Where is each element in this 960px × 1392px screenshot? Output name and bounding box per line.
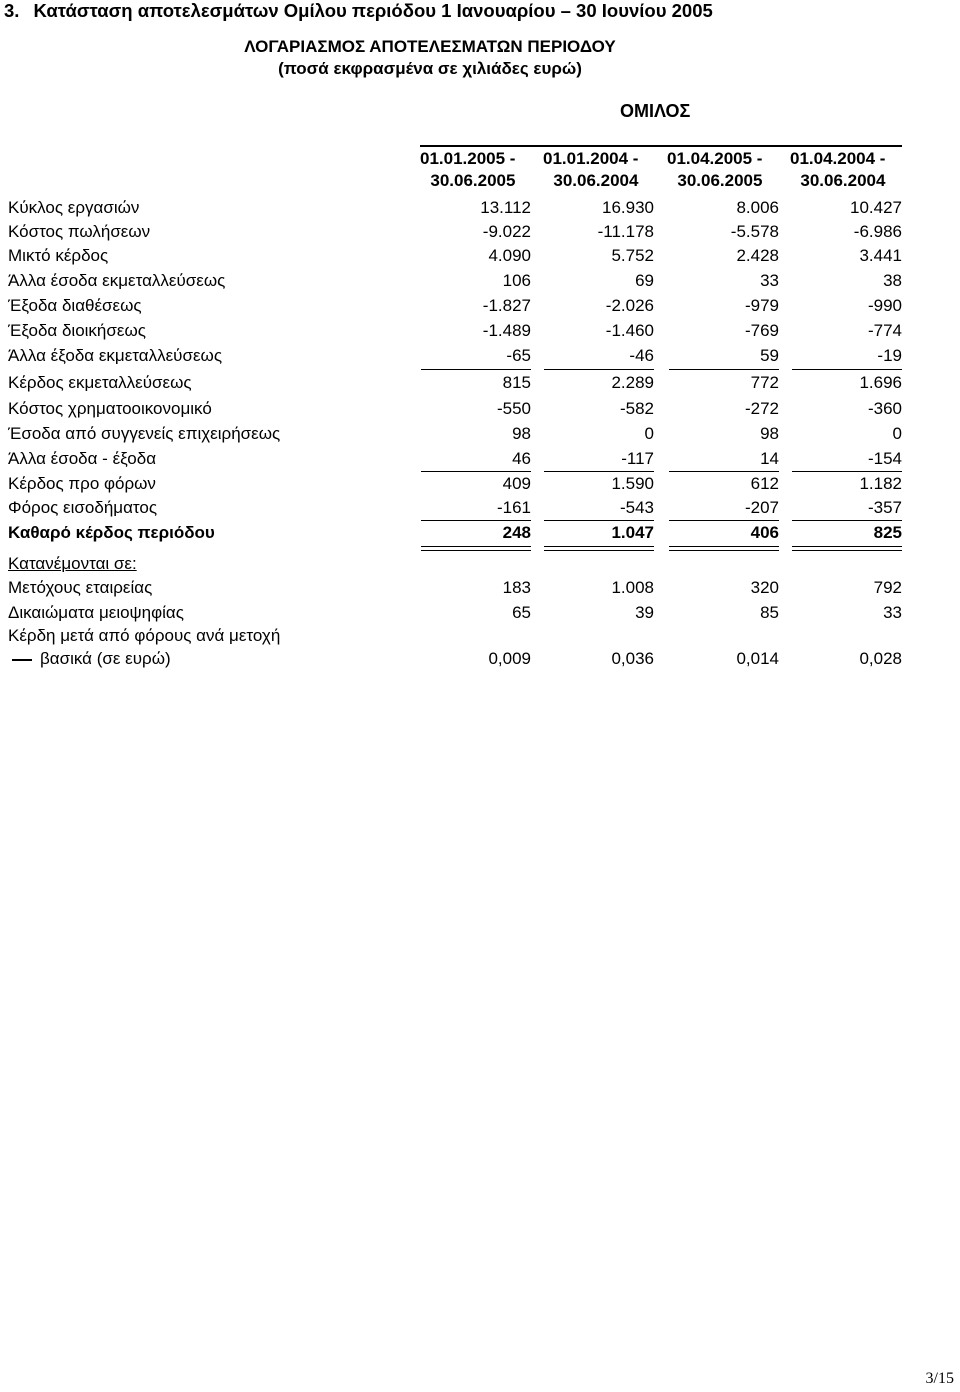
cell-value: -1.460 xyxy=(605,321,654,340)
cell-value: -979 xyxy=(744,296,779,315)
eps-label-row xyxy=(8,626,902,650)
cell-value: 183 xyxy=(502,578,531,597)
table-row-net-profit xyxy=(8,523,902,547)
group-header: ΟΜΙΛΟΣ xyxy=(620,101,691,121)
row-label: Κόστος χρηματοοικονομικό xyxy=(8,399,212,418)
cell-value: -550 xyxy=(496,399,531,418)
subtotal-rule xyxy=(544,471,654,472)
cell-value: 792 xyxy=(873,578,902,597)
column-period-to: 30.06.2005 xyxy=(430,171,516,190)
column-period-from: 01.04.2004 - xyxy=(790,149,886,168)
total-double-rule xyxy=(792,546,902,551)
row-label: Κέρδος προ φόρων xyxy=(8,474,156,493)
cell-value: -769 xyxy=(744,321,779,340)
cell-value: 248 xyxy=(502,523,531,542)
cell-value: -207 xyxy=(744,498,779,517)
cell-value: -161 xyxy=(496,498,531,517)
cell-value: 0,028 xyxy=(859,649,902,668)
table-row xyxy=(8,373,902,397)
cell-value: 406 xyxy=(750,523,779,542)
cell-value: 65 xyxy=(512,603,531,622)
subtotal-rule xyxy=(544,520,654,521)
row-label: Καθαρό κέρδος περιόδου xyxy=(8,523,215,542)
cell-value: 69 xyxy=(635,271,654,290)
column-period-from: 01.01.2005 - xyxy=(420,149,516,168)
row-label: Φόρος εισοδήματος xyxy=(8,498,158,517)
cell-value: 1.182 xyxy=(859,474,902,493)
total-double-rule xyxy=(421,546,531,551)
cell-value: 46 xyxy=(512,449,531,468)
column-period-to: 30.06.2004 xyxy=(553,171,639,190)
cell-value: 0 xyxy=(644,424,654,443)
column-header-q2-2004 xyxy=(790,148,885,192)
statement-units: (ποσά εκφρασμένα σε χιλιάδες ευρώ) xyxy=(278,59,582,78)
table-row xyxy=(8,498,902,522)
table-row xyxy=(8,296,902,320)
table-row-eps xyxy=(8,649,902,673)
row-label: Δικαιώματα μειοψηφίας xyxy=(8,603,184,622)
subtotal-rule xyxy=(669,369,779,370)
cell-value: -11.178 xyxy=(597,222,654,241)
column-period-to: 30.06.2005 xyxy=(677,171,763,190)
column-header-h1-2004 xyxy=(543,148,638,192)
cell-value: -543 xyxy=(619,498,654,517)
cell-value: 33 xyxy=(760,271,779,290)
cell-value: 409 xyxy=(502,474,531,493)
column-period-to: 30.06.2004 xyxy=(800,171,886,190)
cell-value: 2.289 xyxy=(611,373,654,392)
cell-value: 33 xyxy=(883,603,902,622)
row-label: Έσοδα από συγγενείς επιχειρήσεως xyxy=(8,424,281,443)
statement-title: ΛΟΓΑΡΙΑΣΜΟΣ ΑΠΟΤΕΛΕΣΜΑΤΩΝ ΠΕΡΙΟΔΟΥ xyxy=(244,37,616,56)
cell-value: 815 xyxy=(502,373,531,392)
row-label: Έξοδα διοικήσεως xyxy=(8,321,146,340)
cell-value: -19 xyxy=(877,346,902,365)
cell-value: 320 xyxy=(750,578,779,597)
subtotal-rule xyxy=(792,471,902,472)
subtotal-rule xyxy=(792,369,902,370)
table-row xyxy=(8,321,902,345)
cell-value: 8.006 xyxy=(736,198,779,217)
eps-sublabel xyxy=(8,649,171,669)
cell-value: 0,036 xyxy=(611,649,654,668)
row-label: Άλλα έσοδα εκμεταλλεύσεως xyxy=(8,271,226,290)
cell-value: -1.489 xyxy=(482,321,531,340)
table-row xyxy=(8,424,902,448)
cell-value: 38 xyxy=(883,271,902,290)
cell-value: 0,014 xyxy=(736,649,779,668)
table-row xyxy=(8,246,902,270)
row-label: Μικτό κέρδος xyxy=(8,246,109,265)
cell-value: 0,009 xyxy=(488,649,531,668)
cell-value: 14 xyxy=(760,449,779,468)
cell-value: 98 xyxy=(760,424,779,443)
cell-value: -272 xyxy=(744,399,779,418)
cell-value: 13.112 xyxy=(480,198,531,217)
cell-value: 98 xyxy=(512,424,531,443)
cell-value: 3.441 xyxy=(859,246,902,265)
cell-value: 10.427 xyxy=(850,198,902,217)
row-label: Κόστος πωλήσεων xyxy=(8,222,151,241)
section-number: 3. xyxy=(4,0,20,21)
cell-value: 0 xyxy=(892,424,902,443)
page-number: 3/15 xyxy=(925,1370,954,1387)
row-label: Άλλα έξοδα εκμεταλλεύσεως xyxy=(8,346,223,365)
cell-value: -990 xyxy=(867,296,902,315)
cell-value: -46 xyxy=(629,346,654,365)
cell-value: 1.008 xyxy=(611,578,654,597)
eps-sublabel-text: βασικά (σε ευρώ) xyxy=(40,649,171,668)
row-label: Κύκλος εργασιών xyxy=(8,198,140,217)
cell-value: -5.578 xyxy=(730,222,779,241)
cell-value: 1.047 xyxy=(611,523,654,542)
cell-value: 59 xyxy=(760,346,779,365)
column-period-from: 01.01.2004 - xyxy=(543,149,639,168)
cell-value: -6.986 xyxy=(853,222,902,241)
subtotal-rule xyxy=(669,471,779,472)
cell-value: -357 xyxy=(867,498,902,517)
cell-value: -2.026 xyxy=(605,296,654,315)
row-label: Μετόχους εταιρείας xyxy=(8,578,153,597)
cell-value: 772 xyxy=(750,373,779,392)
group-header-rule xyxy=(420,145,902,147)
subtotal-rule xyxy=(421,369,531,370)
subtotal-rule xyxy=(544,369,654,370)
cell-value: -582 xyxy=(619,399,654,418)
subtotal-rule xyxy=(669,520,779,521)
cell-value: -65 xyxy=(506,346,531,365)
cell-value: -9.022 xyxy=(482,222,531,241)
row-label: Άλλα έσοδα - έξοδα xyxy=(8,449,157,468)
cell-value: 5.752 xyxy=(611,246,654,265)
total-double-rule xyxy=(544,546,654,551)
cell-value: -774 xyxy=(867,321,902,340)
row-label: Κέρδος εκμεταλλεύσεως xyxy=(8,373,192,392)
allocation-title-row xyxy=(8,554,902,578)
column-header-h1-2005 xyxy=(420,148,515,192)
subtotal-rule xyxy=(421,471,531,472)
cell-value: 85 xyxy=(760,603,779,622)
cell-value: 2.428 xyxy=(736,246,779,265)
cell-value: 612 xyxy=(750,474,779,493)
cell-value: -1.827 xyxy=(482,296,531,315)
section-heading xyxy=(4,0,713,22)
table-row xyxy=(8,198,902,222)
table-row xyxy=(8,603,902,627)
cell-value: 825 xyxy=(873,523,902,542)
total-double-rule xyxy=(669,546,779,551)
table-row xyxy=(8,271,902,295)
column-period-from: 01.04.2005 - xyxy=(667,149,763,168)
allocation-title: Κατανέμονται σε: xyxy=(8,554,137,573)
cell-value: -117 xyxy=(621,449,654,468)
column-header-q2-2005 xyxy=(667,148,762,192)
cell-value: -154 xyxy=(867,449,902,468)
cell-value: 4.090 xyxy=(488,246,531,265)
cell-value: 16.930 xyxy=(602,198,654,217)
table-row xyxy=(8,578,902,602)
cell-value: 1.696 xyxy=(859,373,902,392)
cell-value: 1.590 xyxy=(611,474,654,493)
cell-value: 106 xyxy=(502,271,531,290)
cell-value: -360 xyxy=(867,399,902,418)
subtotal-rule xyxy=(792,520,902,521)
cell-value: 39 xyxy=(635,603,654,622)
table-row xyxy=(8,449,902,473)
subtotal-rule xyxy=(421,520,531,521)
dash-glyph xyxy=(12,659,32,661)
row-label: Έξοδα διαθέσεως xyxy=(8,296,142,315)
eps-label: Κέρδη μετά από φόρους ανά μετοχή xyxy=(8,626,281,645)
table-row xyxy=(8,346,902,370)
table-row xyxy=(8,399,902,423)
section-title: Κατάσταση αποτελεσμάτων Ομίλου περιόδου 1 Ιανουαρίου – 30 Ιουνίου 2005 xyxy=(33,0,713,21)
table-row xyxy=(8,474,902,498)
table-row xyxy=(8,222,902,246)
